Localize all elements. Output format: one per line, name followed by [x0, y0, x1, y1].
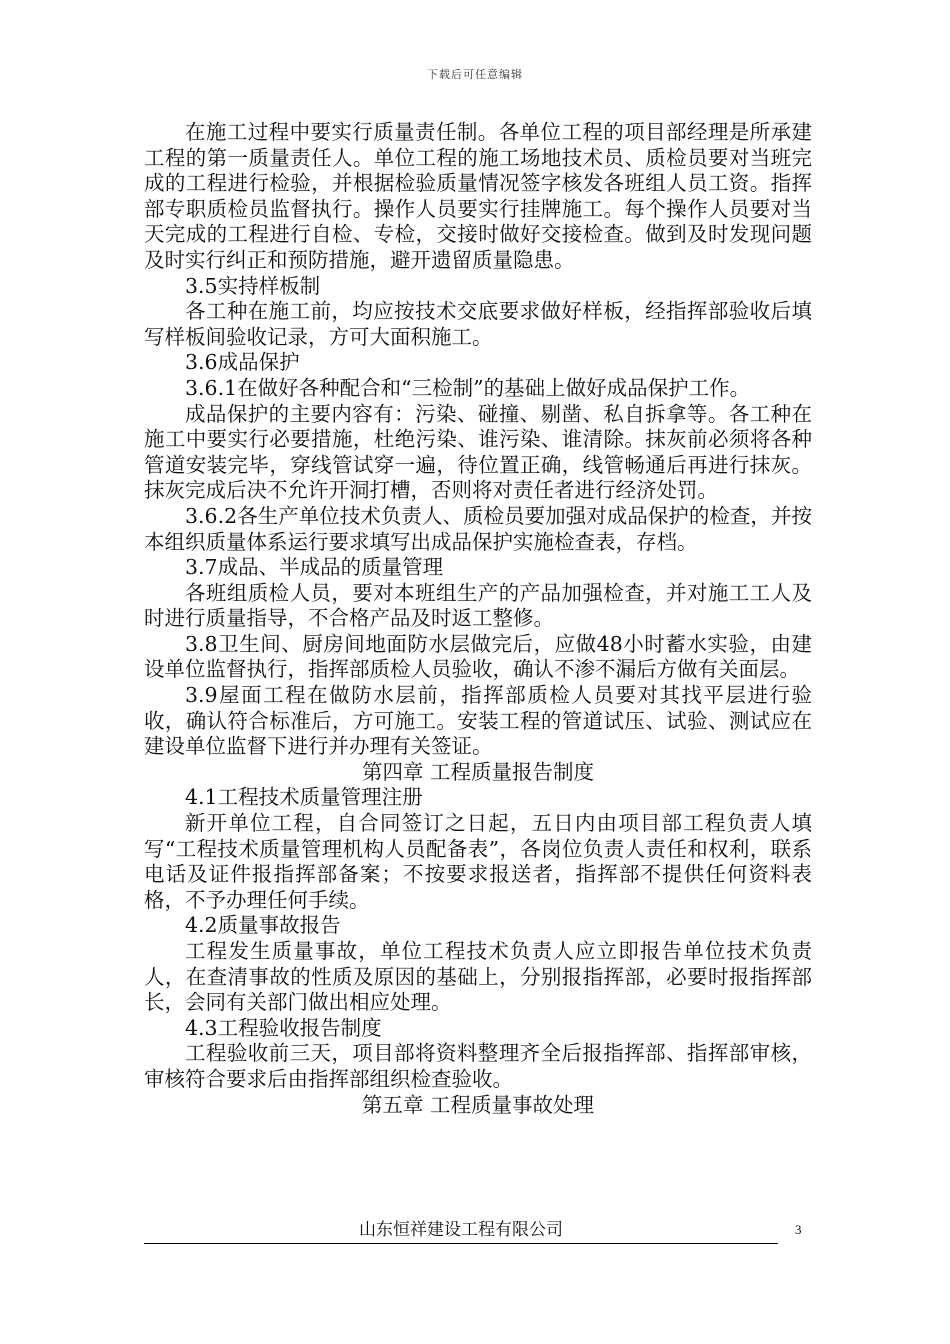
section-heading: 3.6成品保护 — [185, 350, 300, 375]
section-heading: 4.3工程验收报告制度 — [185, 1015, 382, 1040]
chapter-title: 第四章 工程质量报告制度 — [361, 759, 595, 784]
paragraph: 成品保护的主要内容有：污染、碰撞、剔凿、私自拆拿等。各工种在施工中要实行必要措施，杜绝污染、谁污染、谁清除。抹灰前必须将各种管道安装完毕，穿线管试穿一遍，待位置正确，线管畅通后再进行抹灰。抹灰完成后决不允许开洞打槽，否则将对责任者进行经济处罚。 — [144, 401, 812, 503]
paragraph: 在施工过程中要实行质量责任制。各单位工程的项目部经理是所承建工程的第一质量责任人。单位工程的施工场地技术员、质检员要对当班完成的工程进行检验，并根据检验质量情况签字核发各班组人员工资。指挥部专职质检员监督执行。操作人员要实行挂牌施工。每个操作人员要对当天完成的工程进行自检、专检，交接时做好交接检查。做到及时发现问题及时实行纠正和预防措施，避开遗留质量隐患。 — [144, 120, 812, 272]
section-heading: 3.5实持样板制 — [185, 273, 321, 298]
paragraph: 各班组质检人员，要对本班组生产的产品加强检查，并对施工工人及时进行质量指导，不合格产品及时返工整修。 — [144, 580, 812, 631]
section-heading: 4.2质量事故报告 — [185, 913, 341, 938]
paragraph: 工程发生质量事故，单位工程技术负责人应立即报告单位技术负责人，在查清事故的性质及原因的基础上，分别报指挥部，必要时报指挥部长，会同有关部门做出相应处理。 — [144, 939, 812, 1015]
footer-divider — [144, 1243, 778, 1244]
paragraph: 新开单位工程，自合同签订之日起，五日内由项目部工程负责人填写“工程技术质量管理机构人员配备表”，各岗位负责人责任和权利，联系电话及证件报指挥部备案；不按要求报送者，指挥部不提供任何资料表格，不予办理任何手续。 — [144, 811, 812, 912]
document-body — [144, 120, 812, 1118]
paragraph: 3.8卫生间、厨房间地面防水层做完后，应做48小时蓄水实验，由建设单位监督执行，指挥部质检人员验收，确认不渗不漏后方做有关面层。 — [144, 631, 812, 682]
paragraph: 3.9屋面工程在做防水层前，指挥部质检人员要对其找平层进行验收，确认符合标准后，方可施工。安装工程的管道试压、试验、测试应在建设单位监督下进行并办理有关签证。 — [144, 683, 812, 759]
paragraph: 3.6.2各生产单位技术负责人、质检员要加强对成品保护的检查，并按本组织质量体系运行要求填写出成品保护实施检查表，存档。 — [144, 503, 812, 554]
page-number: 3 — [795, 1222, 802, 1237]
paragraph: 3.6.1在做好各种配合和“三检制”的基础上做好成品保护工作。 — [185, 375, 751, 400]
section-heading: 3.7成品、半成品的质量管理 — [185, 555, 444, 580]
chapter-title: 第五章 工程质量事故处理 — [361, 1092, 595, 1117]
header-note: 下载后可任意编辑 — [427, 68, 523, 81]
section-heading: 4.1工程技术质量管理注册 — [185, 785, 423, 810]
paragraph: 各工种在施工前，均应按技术交底要求做好样板，经指挥部验收后填写样板间验收记录，方可大面积施工。 — [144, 299, 812, 349]
footer-company: 山东恒祥建设工程有限公司 — [359, 1220, 563, 1240]
paragraph: 工程验收前三天，项目部将资料整理齐全后报指挥部、指挥部审核，审核符合要求后由指挥部组织检查验收。 — [144, 1041, 812, 1091]
